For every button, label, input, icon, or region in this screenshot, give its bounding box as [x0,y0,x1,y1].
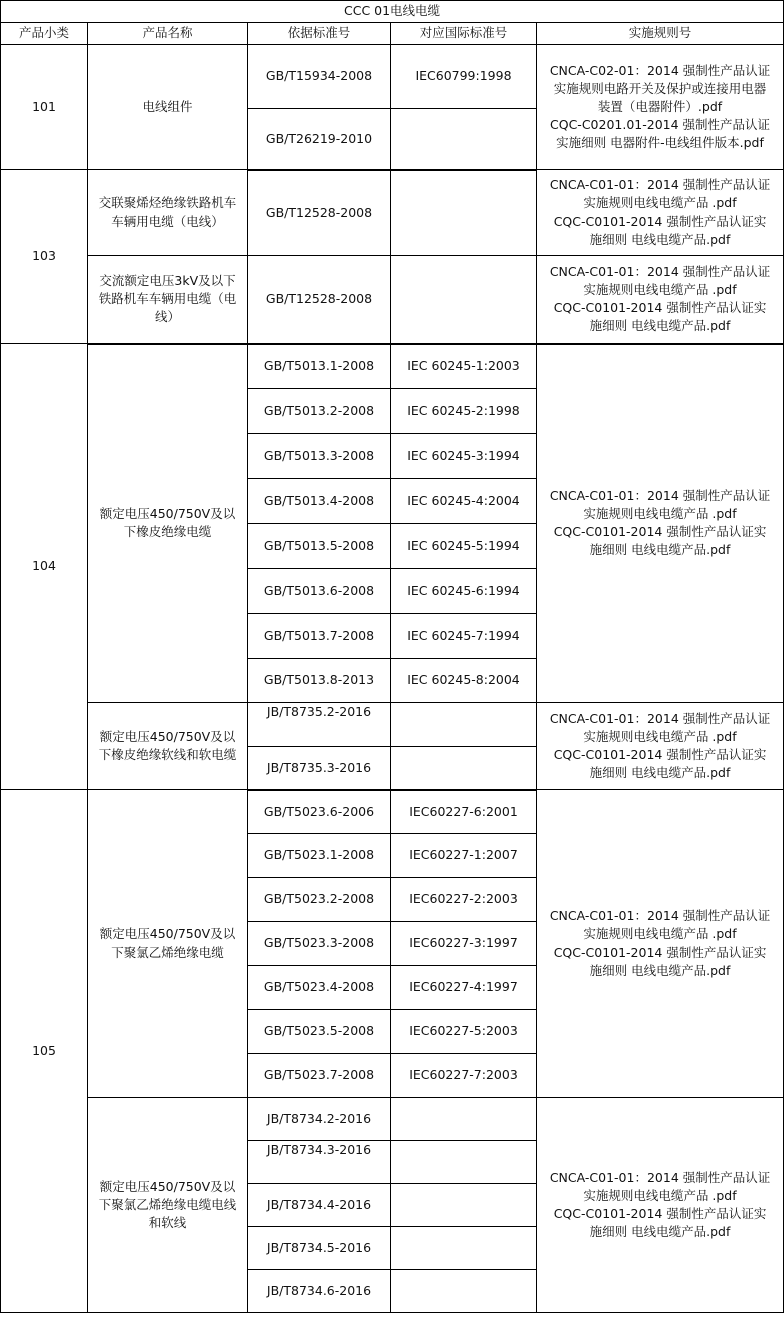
rule-line: 施细则 电线电缆产品.pdf [589,765,731,781]
table-title: CCC 01电线电缆 [1,1,784,23]
product-name-line: 下聚氯乙烯绝缘电缆电线 [98,1196,237,1212]
product-name-line: 和软线 [148,1215,187,1231]
intl-standard-cell: IEC60227-6:2001 [391,790,537,834]
standard-cell: GB/T5023.7-2008 [248,1054,391,1098]
intl-standard-cell [391,170,537,256]
intl-standard-cell [391,1227,537,1270]
intl-standard-cell [391,703,537,747]
intl-standard-cell: IEC 60245-5:1994 [391,524,537,569]
intl-standard-cell [391,109,537,170]
standard-cell: JB/T8734.3-2016 [248,1141,391,1184]
product-name-line: 下聚氯乙烯绝缘电缆 [111,944,224,960]
rule-cell[interactable] [537,45,784,170]
subcategory-101: 101 [1,45,88,170]
product-name-line: 额定电压450/750V及以 [99,506,236,522]
product-name-line: 下橡皮绝缘软线和软电缆 [98,747,237,762]
standard-cell: GB/T5013.7-2008 [248,614,391,659]
product-name [88,344,248,703]
standard-cell: JB/T8735.3-2016 [248,747,391,790]
standard-cell: GB/T5013.6-2008 [248,569,391,614]
intl-standard-cell: IEC60227-4:1997 [391,966,537,1010]
rule-cell[interactable] [537,344,784,703]
intl-standard-cell: IEC 60245-7:1994 [391,614,537,659]
standard-cell: GB/T5013.1-2008 [248,344,391,389]
intl-standard-cell [391,747,537,790]
rule-line: 实施细则 电器附件-电线组件版本.pdf [556,135,764,151]
intl-standard-cell: IEC60799:1998 [391,45,537,109]
rule-line: CQC-C0101-2014 强制性产品认证实 [553,1206,767,1221]
intl-standard-cell: IEC60227-3:1997 [391,922,537,966]
standard-cell: GB/T12528-2008 [248,170,391,256]
rule-line: 实施规则电线电缆产品 .pdf [583,506,737,522]
rule-cell[interactable] [537,1098,784,1313]
standard-cell: GB/T5023.1-2008 [248,834,391,878]
intl-standard-cell: IEC 60245-6:1994 [391,569,537,614]
product-name-line: 交联聚烯烃绝缘铁路机车 [98,195,237,211]
rule-line: 施细则 电线电缆产品.pdf [589,542,731,558]
product-name: 电线组件 [88,45,248,170]
product-name [88,170,248,256]
standard-cell: JB/T8734.2-2016 [248,1098,391,1141]
product-name-line: 铁路机车车辆用电缆（电 [98,291,237,307]
product-name-line: 线） [154,309,180,325]
standard-cell: GB/T5023.4-2008 [248,966,391,1010]
header-rule: 实施规则号 [537,23,784,45]
rule-line: CQC-C0201.01-2014 强制性产品认证 [550,117,771,133]
standard-cell: GB/T5013.4-2008 [248,479,391,524]
product-name-line: 车辆用电缆（电线） [111,213,224,229]
rule-line: CNCA-C01-01：2014 强制性产品认证 [549,1169,771,1185]
rule-line: 实施规则电线电缆产品 .pdf [583,195,737,211]
standard-cell: GB/T5023.5-2008 [248,1010,391,1054]
standard-cell: GB/T12528-2008 [248,256,391,344]
standard-cell: GB/T5023.2-2008 [248,878,391,922]
intl-standard-cell [391,1141,537,1184]
intl-standard-cell: IEC 60245-1:2003 [391,344,537,389]
standard-cell: GB/T5013.8-2013 [248,659,391,703]
product-name [88,790,248,1098]
standard-cell: GB/T5023.6-2006 [248,790,391,834]
header-standard: 依据标准号 [248,23,391,45]
rule-cell[interactable] [537,790,784,1098]
rule-line: 实施规则电路开关及保护或连接用电器 [553,80,767,96]
header-product-name: 产品名称 [88,23,248,45]
product-name-line: 下橡皮绝缘电缆 [123,524,212,540]
rule-line: 实施规则电线电缆产品 .pdf [583,282,737,298]
intl-standard-cell [391,256,537,344]
product-name-line: 额定电压450/750V及以 [99,926,236,942]
rule-line: CQC-C0101-2014 强制性产品认证实 [553,213,767,229]
intl-standard-cell: IEC60227-2:2003 [391,878,537,922]
intl-standard-cell: IEC 60245-4:2004 [391,479,537,524]
standard-cell: GB/T15934-2008 [248,45,391,109]
standard-cell: GB/T26219-2010 [248,109,391,170]
rule-line: 实施规则电线电缆产品 .pdf [583,1187,737,1203]
subcategory-103: 103 [1,170,88,344]
rule-line: CNCA-C02-01：2014 强制性产品认证 [549,62,771,78]
product-name [88,256,248,344]
standard-cell: JB/T8734.5-2016 [248,1227,391,1270]
rule-line: 施细则 电线电缆产品.pdf [589,1224,731,1240]
intl-standard-cell [391,1098,537,1141]
rule-line: CNCA-C01-01：2014 强制性产品认证 [549,710,771,726]
intl-standard-cell: IEC60227-5:2003 [391,1010,537,1054]
standard-cell: JB/T8735.2-2016 [248,703,391,747]
intl-standard-cell: IEC 60245-2:1998 [391,389,537,434]
rule-cell[interactable] [537,703,784,790]
intl-standard-cell [391,1270,537,1313]
product-name-line: 额定电压450/750V及以 [99,728,236,744]
header-intl-standard: 对应国际标准号 [391,23,537,45]
product-name-line: 交流额定电压3kV及以下 [99,273,236,289]
rule-line: CQC-C0101-2014 强制性产品认证实 [553,944,767,960]
rule-cell[interactable] [537,170,784,256]
rule-line: 施细则 电线电缆产品.pdf [589,231,731,247]
standard-cell: JB/T8734.4-2016 [248,1184,391,1227]
subcategory-104: 104 [1,344,88,790]
product-name [88,1098,248,1313]
rule-line: CNCA-C01-01：2014 强制性产品认证 [549,264,771,279]
standard-cell: JB/T8734.6-2016 [248,1270,391,1313]
rule-line: CQC-C0101-2014 强制性产品认证实 [553,524,767,540]
standard-cell: GB/T5013.2-2008 [248,389,391,434]
rule-line: 施细则 电线电缆产品.pdf [589,318,731,334]
rule-line: CQC-C0101-2014 强制性产品认证实 [553,747,767,762]
rule-line: CNCA-C01-01：2014 强制性产品认证 [549,488,771,503]
intl-standard-cell: IEC60227-7:2003 [391,1054,537,1098]
rule-line: 施细则 电线电缆产品.pdf [589,962,731,978]
rule-line: 装置（电器附件）.pdf [597,98,723,114]
rule-line: CNCA-C01-01：2014 强制性产品认证 [549,908,771,924]
header-subcategory: 产品小类 [1,23,88,45]
standard-cell: GB/T5013.3-2008 [248,434,391,479]
intl-standard-cell: IEC 60245-3:1994 [391,434,537,479]
rule-line: CNCA-C01-01：2014 强制性产品认证 [549,177,771,193]
standard-cell: GB/T5013.5-2008 [248,524,391,569]
standard-cell: GB/T5023.3-2008 [248,922,391,966]
intl-standard-cell [391,1184,537,1227]
product-name-line: 额定电压450/750V及以 [99,1178,236,1194]
rule-cell[interactable] [537,256,784,344]
product-name [88,703,248,790]
subcategory-105: 105 [1,790,88,1313]
rule-line: 实施规则电线电缆产品 .pdf [583,728,737,744]
rule-line: CQC-C0101-2014 强制性产品认证实 [553,300,767,316]
intl-standard-cell: IEC 60245-8:2004 [391,659,537,703]
intl-standard-cell: IEC60227-1:2007 [391,834,537,878]
rule-line: 实施规则电线电缆产品 .pdf [583,926,737,942]
